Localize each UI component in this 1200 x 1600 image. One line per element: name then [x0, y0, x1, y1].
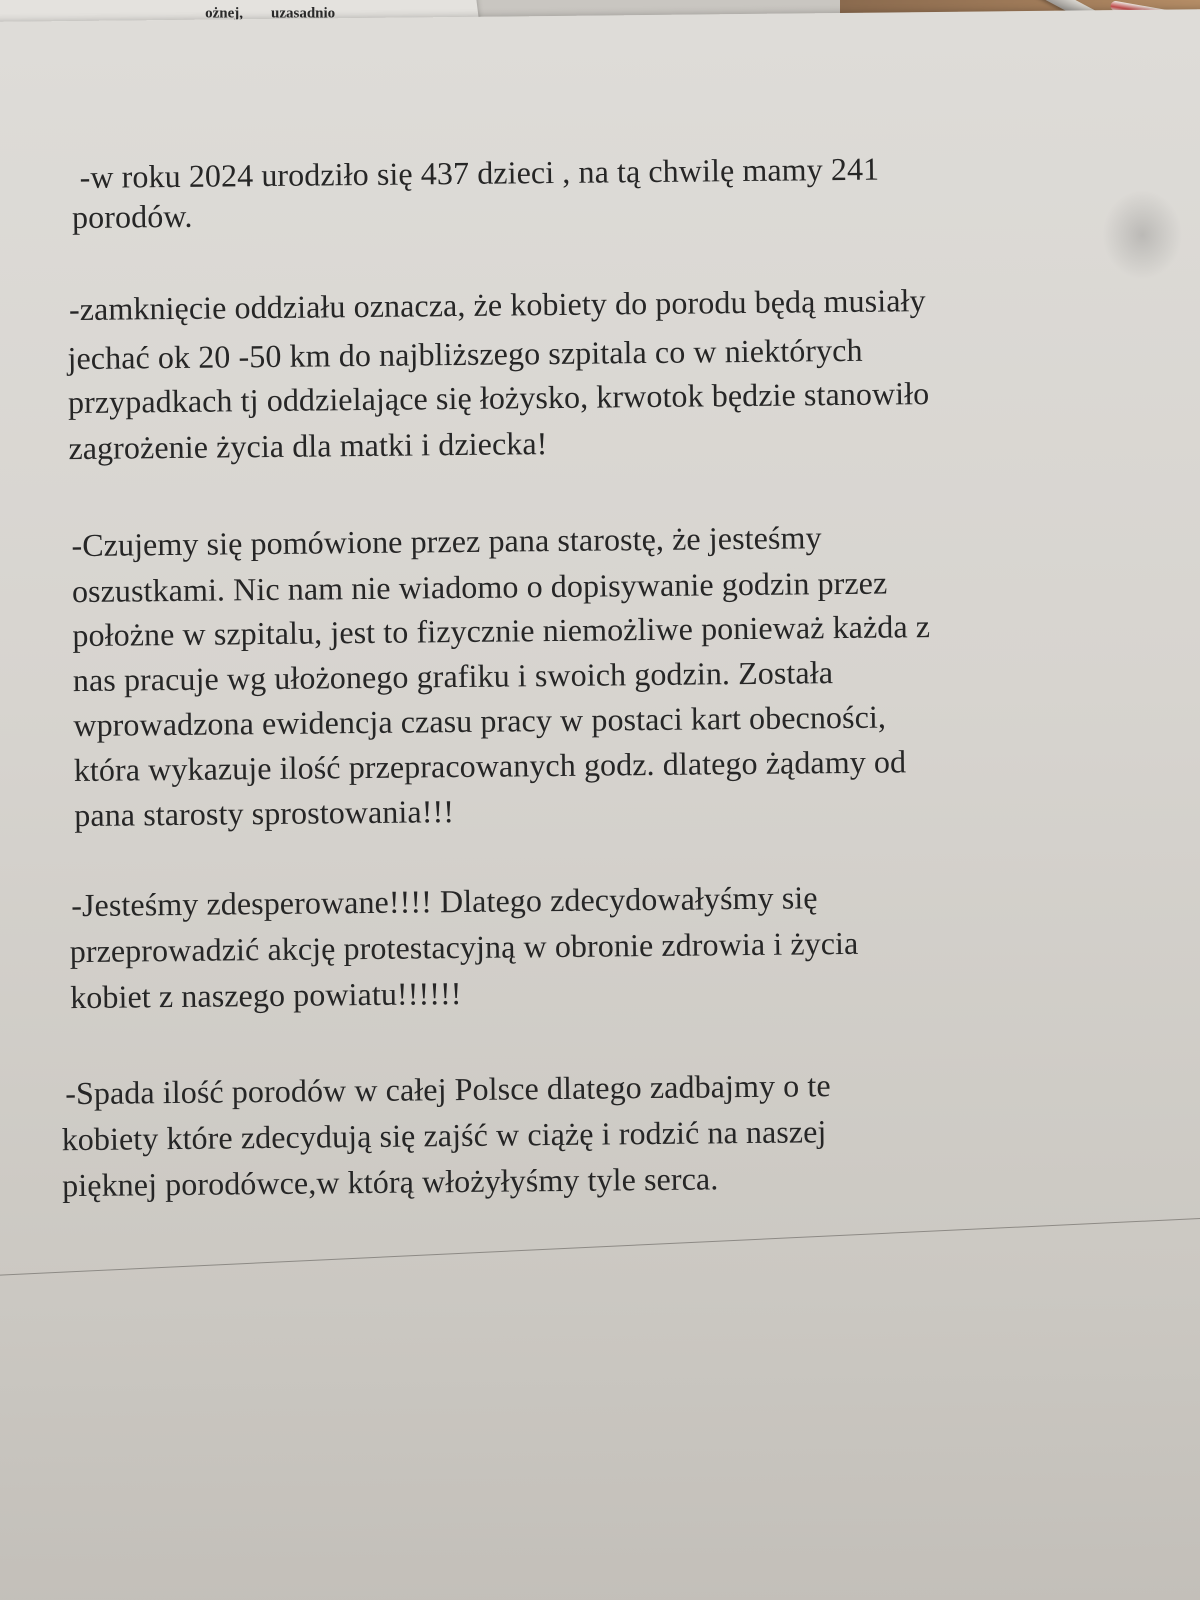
text-line: jechać ok 20 -50 km do najbliższego szpitala co w niektórych: [67, 331, 863, 377]
fold-line: [0, 1217, 1200, 1275]
text-line: zagrożenie życia dla matki i dziecka!: [68, 425, 548, 467]
text-line: porodów.: [71, 197, 193, 236]
text-line: kobiety które zdecydują się zajść w ciążę i rodzić na naszej: [61, 1113, 827, 1158]
text-line: która wykazuje ilość przepracowanych godz. dlatego żądamy od: [73, 743, 907, 789]
text-line: pana starosty sprostowania!!!: [74, 793, 455, 834]
underlying-fragment-2: uzasadnio: [270, 5, 336, 22]
text-line: nas pracuje wg ułożonego grafiku i swoich godzin. Została: [72, 654, 834, 699]
text-line: -Spada ilość porodów w całej Polsce dlatego zadbajmy o te: [65, 1067, 831, 1112]
text-line: -Czujemy się pomówione przez pana starostę, że jesteśmy: [71, 519, 822, 564]
text-line: pięknej porodówce,w którą włożyłyśmy tyle serca.: [61, 1160, 719, 1204]
text-line: -w roku 2024 urodziło się 437 dzieci , na tą chwilę mamy 241: [79, 150, 880, 195]
text-line: położne w szpitalu, jest to fizycznie niemożliwe ponieważ każda z: [72, 608, 931, 654]
text-line: oszustkami. Nic nam nie wiadomo o dopisywanie godzin przez: [71, 564, 888, 610]
main-sheet: [0, 9, 1200, 1600]
text-line: -zamknięcie oddziału oznacza, że kobiety do porodu będą musiały: [68, 282, 926, 328]
text-line: -Jesteśmy zdesperowane!!!! Dlatego zdecydowałyśmy się: [71, 879, 818, 924]
text-line: kobiet z naszego powiatu!!!!!!: [70, 975, 462, 1016]
underlying-fragment-1: ożnej,: [205, 5, 243, 22]
text-line: przypadkach tj oddzielające się łożysko, krwotok będzie stanowiło: [67, 375, 930, 421]
text-line: wprowadzona ewidencja czasu pracy w postaci kart obecności,: [73, 698, 887, 744]
ink-smudge: [1102, 189, 1183, 280]
text-line: przeprowadzić akcję protestacyjną w obronie zdrowia i życia: [69, 924, 859, 970]
